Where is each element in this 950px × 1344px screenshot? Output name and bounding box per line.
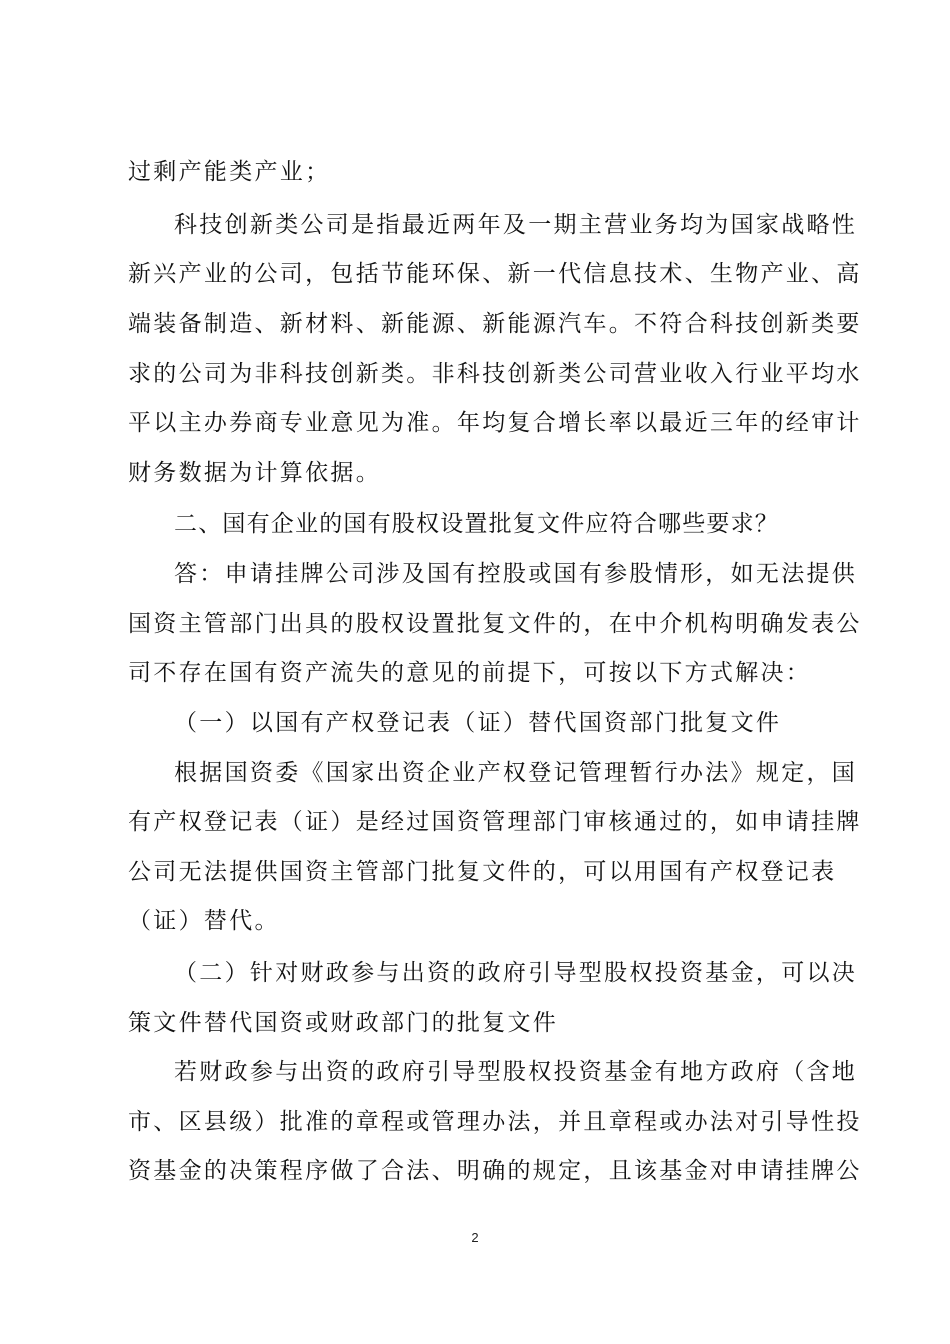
text-line: 公司无法提供国资主管部门批复文件的，可以用国有产权登记表: [128, 859, 837, 885]
text-line: 司不存在国有资产流失的意见的前提下，可按以下方式解决：: [128, 660, 812, 686]
text-line: 过剩产能类产业；: [128, 159, 331, 185]
text-line: 有产权登记表（证）是经过国资管理部门审核通过的，如申请挂牌: [128, 809, 862, 835]
paragraph-line: 科技创新类公司是指最近两年及一期主营业务均为国家战略性: [174, 212, 858, 238]
text-line: 新兴产业的公司，包括节能环保、新一代信息技术、生物产业、高: [128, 261, 862, 287]
paragraph-line: 若财政参与出资的政府引导型股权投资基金有地方政府（含地: [174, 1059, 858, 1085]
text-line: 平以主办券商专业意见为准。年均复合增长率以最近三年的经审计: [128, 410, 862, 436]
subsection-heading: （二）针对财政参与出资的政府引导型股权投资基金，可以决: [174, 960, 858, 986]
text-line: 资基金的决策程序做了合法、明确的规定，且该基金对申请挂牌公: [128, 1158, 862, 1184]
section-heading: 二、国有企业的国有股权设置批复文件应符合哪些要求？: [174, 511, 779, 537]
text-line: （证）替代。: [128, 908, 280, 934]
subsection-heading: （一）以国有产权登记表（证）替代国资部门批复文件: [174, 710, 782, 736]
paragraph-line: 根据国资委《国家出资企业产权登记管理暂行办法》规定，国: [174, 760, 858, 786]
text-line: 国资主管部门出具的股权设置批复文件的，在中介机构明确发表公: [128, 611, 862, 637]
page-number: 2: [471, 1230, 479, 1245]
text-line: 端装备制造、新材料、新能源、新能源汽车。不符合科技创新类要: [128, 311, 862, 337]
text-line: 市、区县级）批准的章程或管理办法，并且章程或办法对引导性投: [128, 1109, 862, 1135]
paragraph-line: 答：申请挂牌公司涉及国有控股或国有参股情形，如无法提供: [174, 561, 858, 587]
text-line: 财务数据为计算依据。: [128, 460, 381, 486]
text-line: 求的公司为非科技创新类。非科技创新类公司营业收入行业平均水: [128, 361, 862, 387]
text-line: 策文件替代国资或财政部门的批复文件: [128, 1010, 559, 1036]
